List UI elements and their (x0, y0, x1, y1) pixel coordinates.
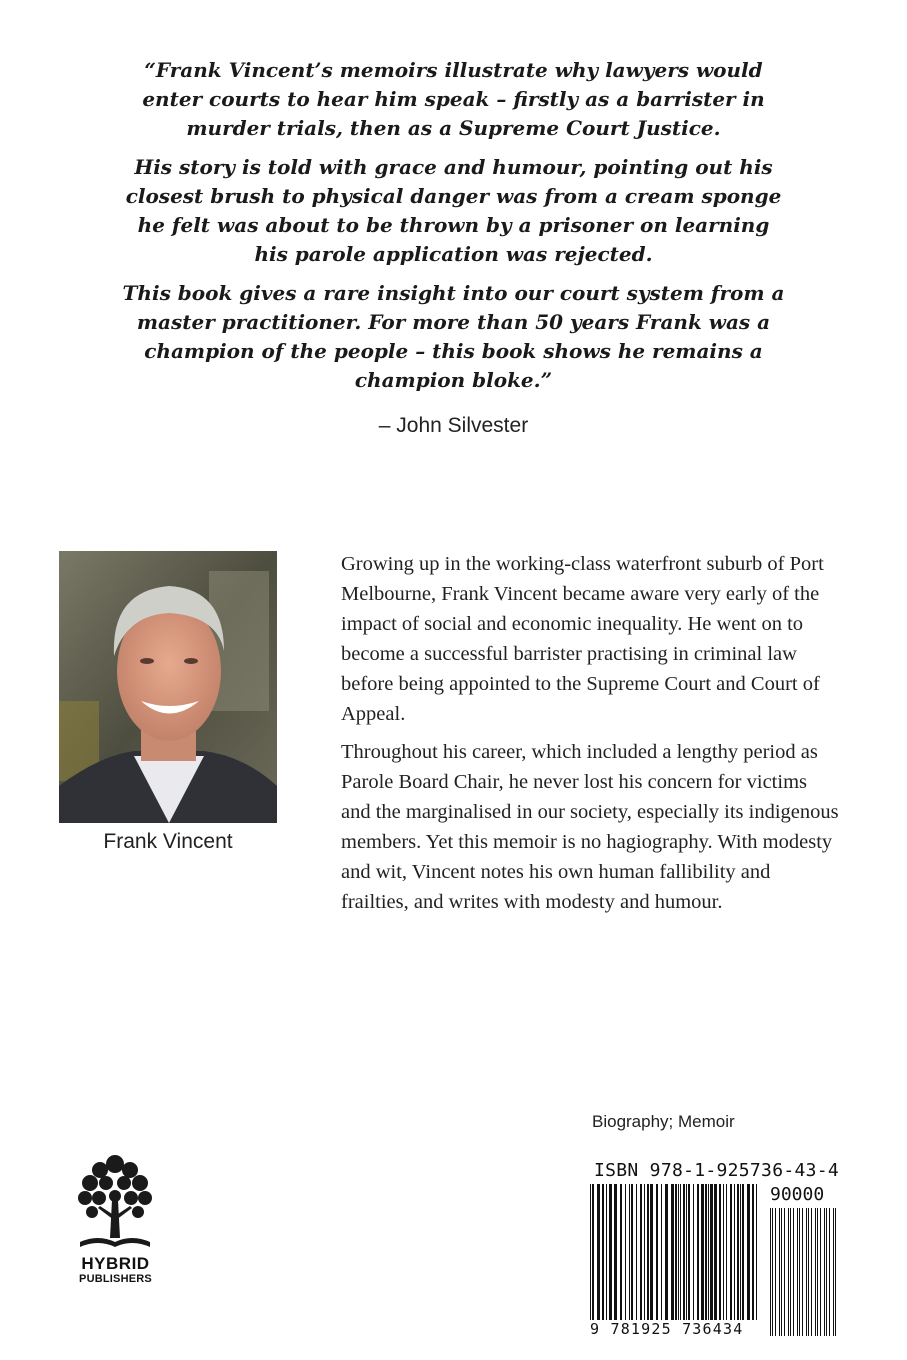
quote-paragraph-1: “Frank Vincent’s memoirs illustrate why lawyers would enter courts to hear him speak – firstly as a barrister in murder trials, then as a Supreme Court Justice. (142, 58, 765, 140)
isbn-label: ISBN 978-1-925736-43-4 (594, 1160, 840, 1181)
barcode-bar (592, 1184, 594, 1334)
barcode-bar (693, 1184, 694, 1334)
barcode-bar (602, 1184, 604, 1334)
isbn-barcode (590, 1160, 846, 1342)
barcode-bar (697, 1184, 699, 1334)
barcode-bar (675, 1184, 677, 1334)
publisher-name-line1: HYBRID (81, 1254, 150, 1273)
barcode-bar (686, 1184, 687, 1334)
barcode-bar (734, 1184, 735, 1334)
barcode-bar (772, 1208, 773, 1336)
barcode-bar (752, 1184, 754, 1334)
barcode-bar (826, 1208, 827, 1336)
barcode-bar (742, 1184, 744, 1334)
barcode-bar (835, 1208, 836, 1336)
barcode-bar (606, 1184, 607, 1334)
barcode-bar (779, 1208, 780, 1336)
barcode-bar (714, 1184, 717, 1334)
barcode-bar (631, 1184, 633, 1334)
barcode-bar (797, 1208, 798, 1336)
quote-attribution: – John Silvester (378, 414, 529, 437)
barcode-bar (815, 1208, 816, 1336)
barcode-bar (726, 1184, 727, 1334)
barcode-bar (625, 1184, 626, 1334)
barcode-bar (644, 1184, 645, 1334)
barcode-bar (680, 1184, 681, 1334)
barcode-bar (824, 1208, 825, 1336)
price-code: 90000 (770, 1184, 825, 1205)
barcode-bar (829, 1208, 830, 1336)
barcode-bar (737, 1184, 739, 1334)
barcode-bar (683, 1184, 685, 1334)
addon-barcode-bars (770, 1208, 842, 1336)
barcode-bar (784, 1208, 785, 1336)
barcode-bar (790, 1208, 791, 1336)
barcode-bar (656, 1184, 658, 1334)
bio-paragraph-2: Throughout his career, which included a lengthy period as Parole Board Chair, he never lost his concern for victims and the marginalised in our society, especially its indigenous members. Yet this memoir is no hagiography. With modesty and wit, Vincent notes his own human fallibility and frailties, and writes with modesty and humour. (341, 741, 839, 913)
barcode-bar (775, 1208, 776, 1336)
barcode-bar (833, 1208, 834, 1336)
barcode-bar (671, 1184, 674, 1334)
barcode-bar (620, 1184, 622, 1334)
barcode-bar (820, 1208, 821, 1336)
barcode-bar (723, 1184, 724, 1334)
bio-paragraph-1: Growing up in the working-class waterfront suburb of Port Melbourne, Frank Vincent became aware very early of the impact of social and economic inequality. He went on to become a successful barrister practising in criminal law before being appointed to the Supreme Court and Court of Appeal. (341, 553, 824, 725)
ean-digits: 9 781925 736434 (590, 1320, 760, 1338)
barcode-bar (661, 1184, 662, 1334)
back-cover-quote (120, 56, 787, 405)
barcode-bar (590, 1184, 591, 1334)
barcode-bar (817, 1208, 818, 1336)
barcode-bar (688, 1184, 690, 1334)
barcode-bar (647, 1184, 649, 1334)
barcode-bar (701, 1184, 704, 1334)
quote-paragraph-2: His story is told with grace and humour, pointing out his closest brush to physical danger was from a cream sponge he felt was about to be thrown by a prisoner on learning his parole application was rejected. (125, 155, 782, 266)
publisher-name (68, 1255, 163, 1286)
barcode-bar (678, 1184, 679, 1334)
barcode-bar (802, 1208, 803, 1336)
barcode-bar (629, 1184, 630, 1334)
barcode-bar (609, 1184, 612, 1334)
barcode-bar (811, 1208, 812, 1336)
barcode-bar (756, 1184, 757, 1334)
barcode-bar (640, 1184, 642, 1334)
ean-barcode-bars (590, 1184, 762, 1334)
quote-paragraph-3: This book gives a rare insight into our court system from a master practitioner. For more than 50 years Frank was a champion of the people – this book shows he remains a champion bloke.” (122, 281, 785, 392)
author-photo (59, 551, 277, 823)
barcode-bar (636, 1184, 637, 1334)
barcode-bar (770, 1208, 771, 1336)
barcode-bar (708, 1184, 709, 1334)
barcode-bar (650, 1184, 653, 1334)
author-bio (341, 549, 841, 925)
barcode-bar (730, 1184, 732, 1334)
barcode-bar (747, 1184, 750, 1334)
barcode-bar (806, 1208, 807, 1336)
barcode-bar (808, 1208, 809, 1336)
barcode-bar (740, 1184, 741, 1334)
barcode-bar (788, 1208, 789, 1336)
barcode-bar (705, 1184, 707, 1334)
genre-label: Biography; Memoir (592, 1112, 735, 1131)
barcode-bar (781, 1208, 782, 1336)
barcode-bar (614, 1184, 617, 1334)
barcode-bar (710, 1184, 713, 1334)
photo-caption: Frank Vincent (103, 830, 233, 853)
publisher-name-line2: PUBLISHERS (79, 1273, 152, 1285)
barcode-bar (597, 1184, 600, 1334)
barcode-bar (793, 1208, 794, 1336)
barcode-bar (665, 1184, 668, 1334)
barcode-bar (799, 1208, 800, 1336)
barcode-bar (719, 1184, 721, 1334)
